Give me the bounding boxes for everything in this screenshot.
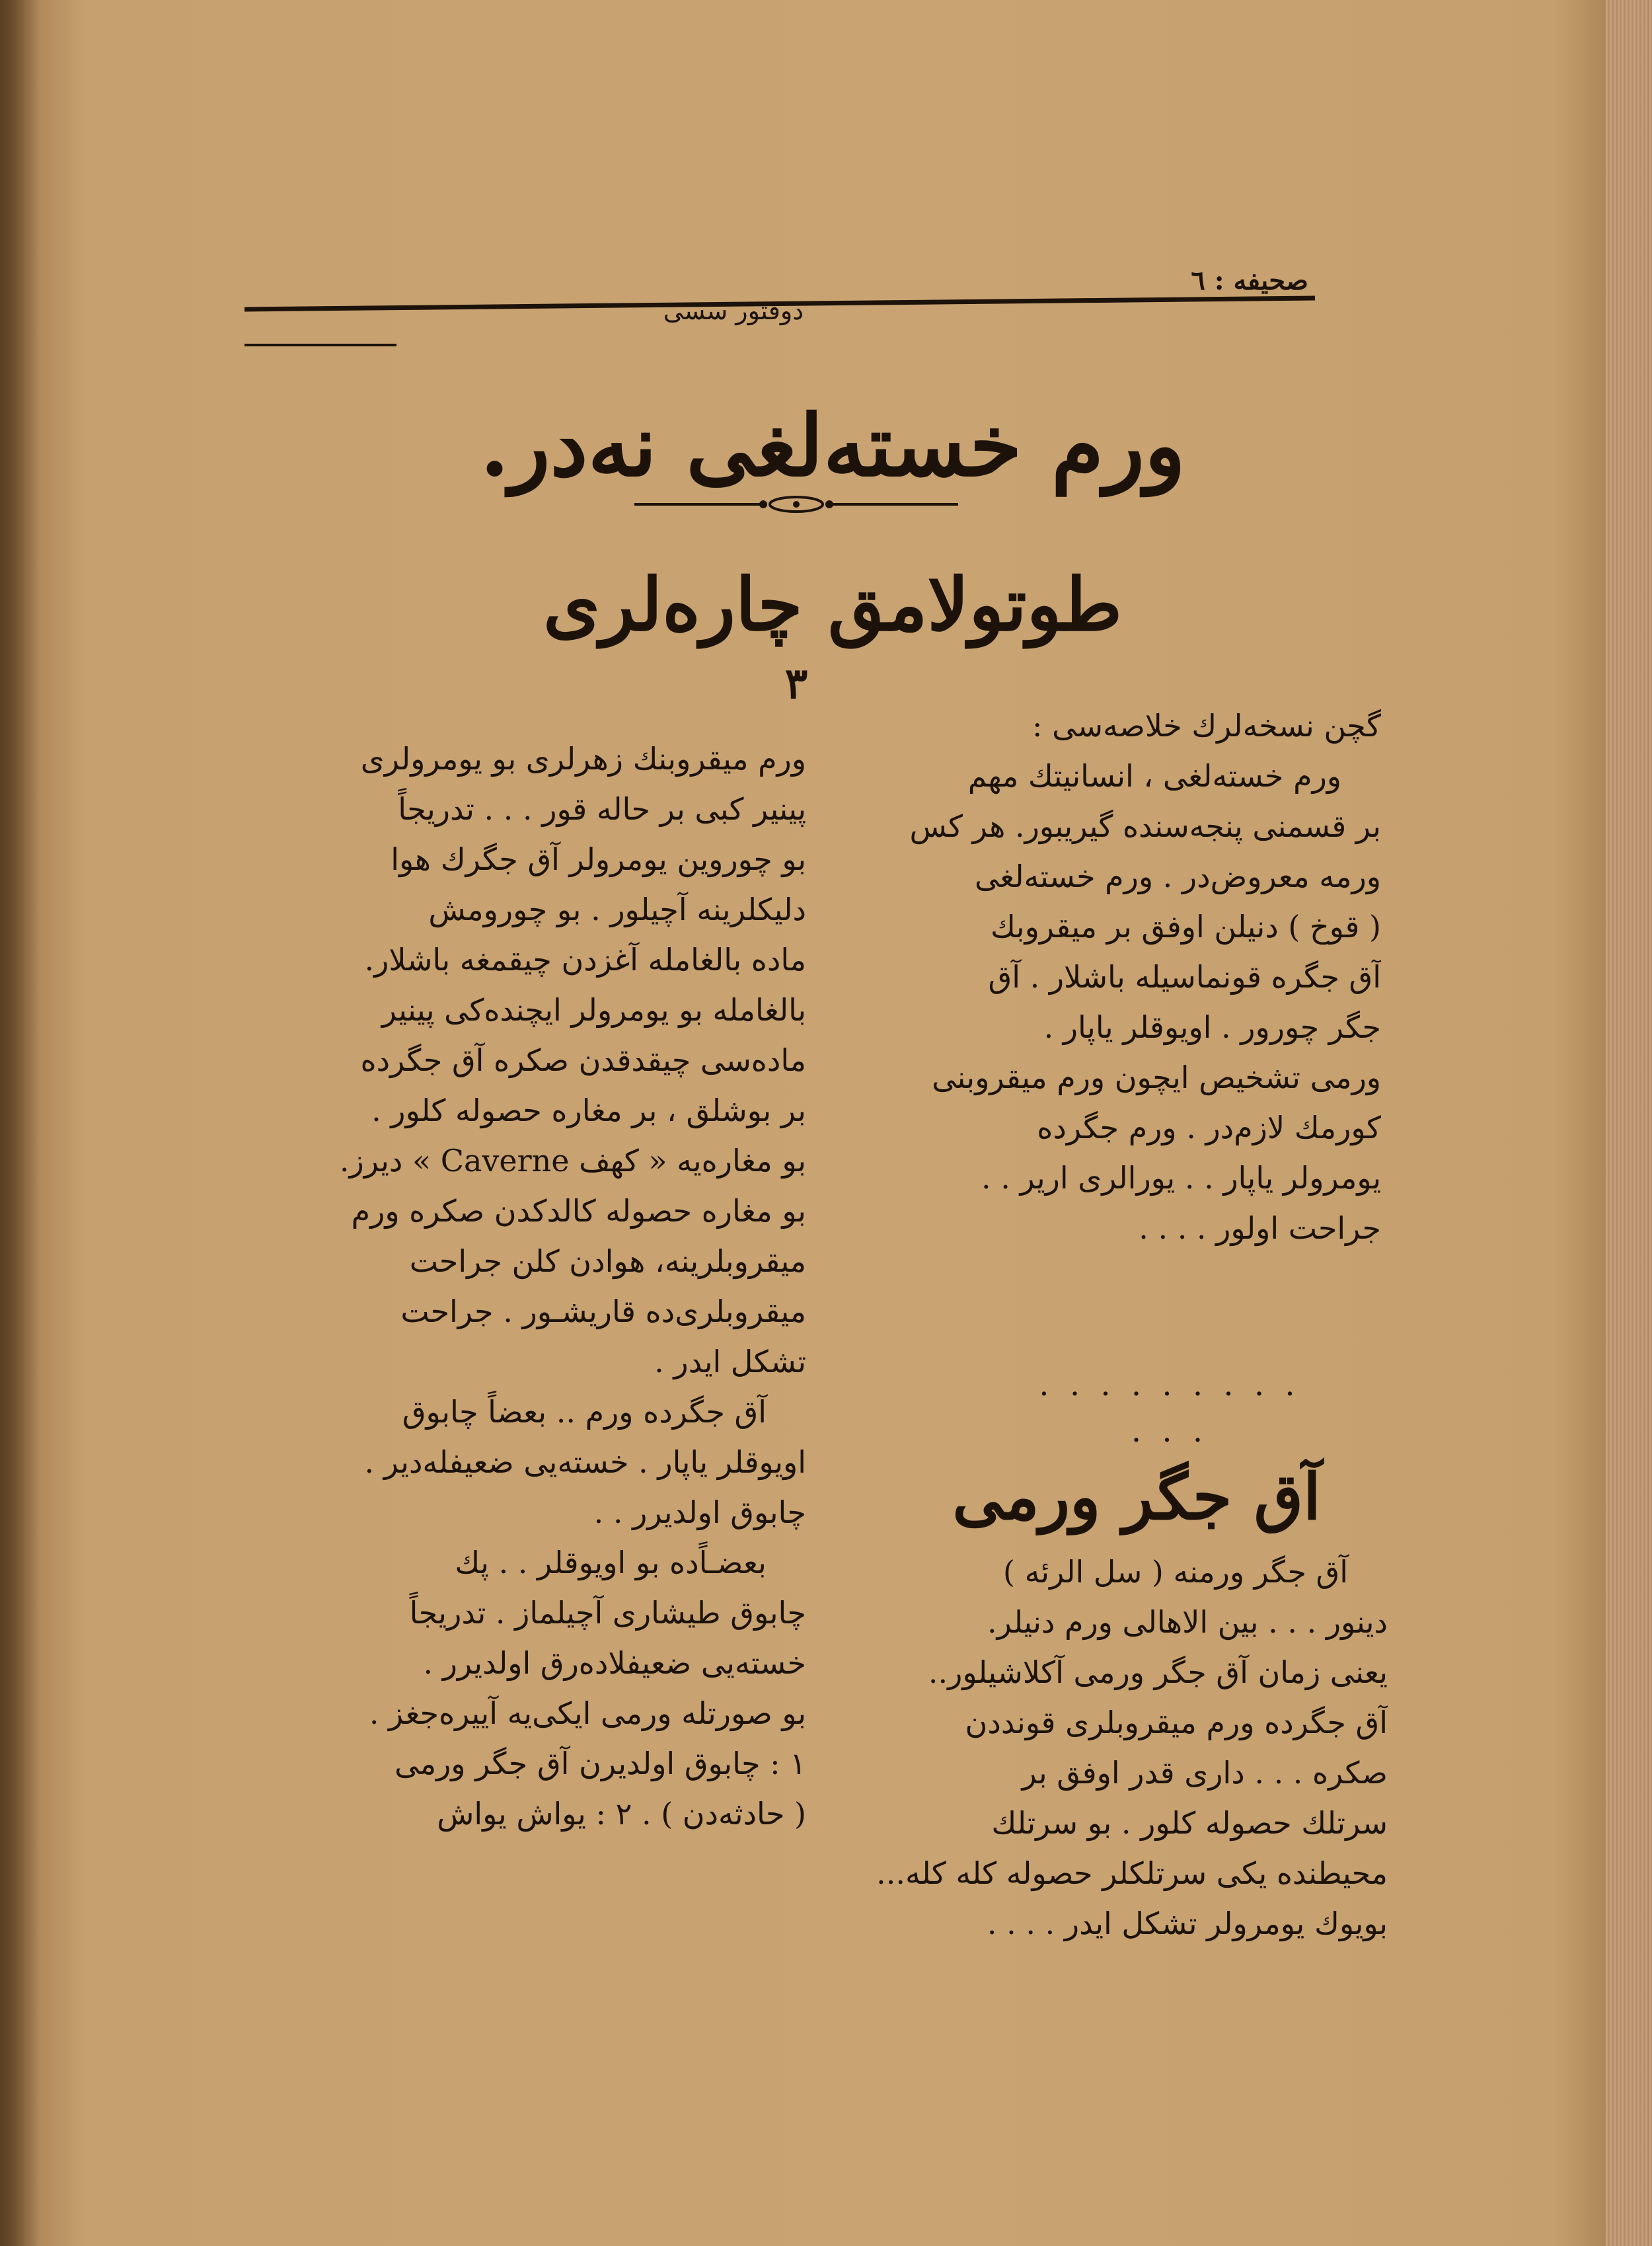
text-line: میقروبلری‌ده قاریشـور . جراحت [400,1294,806,1329]
text-line: دینور . . . بین الاهالی ورم دنیلر. [987,1604,1388,1640]
text-line: محیطنده یکی سرتلکلر حصوله کله کله... [876,1855,1388,1891]
separator-dots: . . . . . . . . . . . . [1039,1366,1300,1450]
text-line: بو چوروین یومرولر آق جگرك هوا [391,841,806,877]
right-column-summary [852,701,1381,1253]
text-line: کورمك لازم‌در . ورم جگرده [1037,1110,1381,1145]
text-line: پینیر کبی بر حاله قور . . . تدریجاً [398,791,806,827]
text-line: ( حادثه‌دن ) . ۲ : یواش یواش [437,1796,806,1832]
text-line: یعنی زمان آق جگر ورمی آکلاشیلور.. [928,1654,1388,1690]
text-line: آق جگر ورمنه ( سل الرئه ) [1003,1554,1348,1590]
text-line: سرتلك حصوله کلور . بو سرتلك [991,1805,1388,1841]
text-line: ورم میقروبنك زهرلری بو یومرولری [360,741,806,777]
header-rule-extension [244,344,396,346]
left-column [264,734,806,1839]
text-line: ورمی تشخیص ایچون ورم میقروبنی [932,1060,1381,1095]
text-line: دلیکلرینه آچیلور . بو چورومش [428,892,806,927]
text-line: ۱ : چابوق اولدیرن آق جگر ورمی [394,1746,806,1781]
text-line: آق جگرده ورم میقروبلری قونددن [965,1705,1388,1740]
article-subtitle: طوتولامق چاره‌لری [543,562,1123,647]
text-line: بعضـاً‌ده بو اویوقلر . . پك [455,1545,767,1580]
text-line: بویوك یومرولر تشکل ایدر . . . . [987,1906,1388,1941]
page-number: صحیفه : ٦ [1191,265,1308,296]
text-line: ماده بالغامله آغزدن چیقمغه باشلار. [364,942,806,978]
binding-shadow [0,0,40,2246]
text-line: آق جگره قونماسیله باشلار . آق [988,959,1381,995]
article-title: ورم خسته‌لغی نه‌در. [480,397,1185,496]
text-line: ورم خسته‌لغی ، انسانیتك مهم [967,758,1341,794]
text-line: بر قسمنی پنجه‌سنده گیریبور. هر کس [909,808,1381,844]
text-line: آق جگرده ورم .. بعضاً چابوق [402,1394,767,1430]
text-line: جراحت اولور . . . . [1139,1210,1381,1246]
text-line: گچن نسخه‌لرك خلاصه‌سی : [1032,708,1381,744]
text-line: بالغامله بو یومرولر ایچنده‌کی پینیر [381,992,806,1028]
text-line: اویوقلر یاپار . خسته‌یی ضعیفله‌دیر . [364,1444,806,1480]
text-line: ماده‌سی چیقدقدن صکره آق جگرده [360,1042,806,1078]
text-line: صکره . . . داری قدر اوفق بر [1022,1755,1388,1791]
text-line: چابوق طیشاری آچیلماز . تدریجاً [409,1595,806,1631]
text-line: بر بوشلق ، بر مغاره حصوله کلور . [371,1093,806,1128]
title-ornament [634,494,958,514]
section-title: آق جگر ورمی [952,1459,1321,1534]
text-line: بو صورتله ورمی ایکی‌یه آییره‌جغز . [369,1695,806,1731]
text-line: بو مغاره‌یه « کهف Caverne » دیرز. [339,1143,806,1179]
text-line: تشکل ایدر . [654,1344,806,1379]
text-line: ورمه معروض‌در . ورم خسته‌لغی [974,859,1381,894]
running-title: دوقتور سسی [663,296,804,325]
part-number: ۳ [784,659,808,709]
text-line: میقروبلرینه، هوادن کلن جراحت [409,1243,806,1279]
text-line: خسته‌یی ضعیفلاده‌رق اولدیرر . [423,1645,806,1681]
text-line: یومرولر یاپار . . یورالری اریر . . [981,1160,1381,1196]
text-line: بو مغاره حصوله کالدکدن صکره ورم [351,1193,806,1229]
text-line: ( قوخ ) دنیلن اوفق بر میقروبك [991,909,1381,945]
page-edges [1606,0,1652,2246]
right-column-section [859,1547,1388,1949]
text-line: جگر چورور . اویوقلر یاپار . [1043,1009,1381,1045]
text-line: چابوق اولدیرر . . [593,1494,806,1530]
